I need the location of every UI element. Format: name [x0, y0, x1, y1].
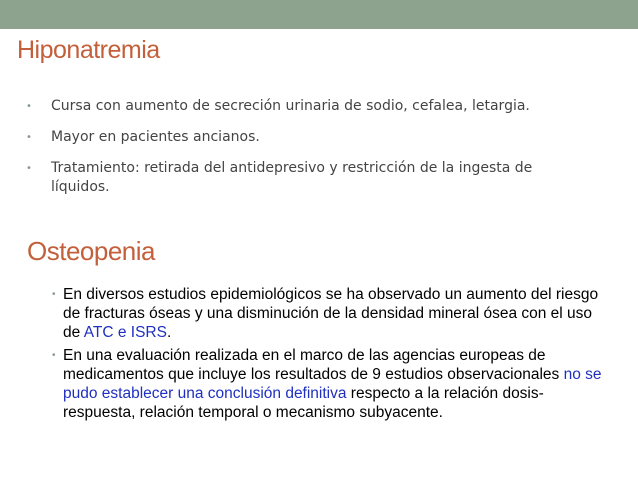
bullet-text: Tratamiento: retirada del antidepresivo y restricción de la ingesta de líquidos. [51, 160, 533, 195]
bullet-icon: • [26, 101, 32, 112]
bullet-text: Cursa con aumento de secreción urinaria de sodio, cefalea, letargia. [51, 98, 530, 114]
bullet-icon: • [52, 289, 56, 300]
list-item [26, 159, 626, 197]
highlighted-text: no se pudo establecer una conclusión definitiva [63, 366, 602, 402]
hiponatremia-bullet-list [26, 97, 626, 209]
bullet-icon: • [26, 132, 32, 143]
osteopenia-bullet-list [52, 285, 612, 426]
list-item [52, 346, 612, 422]
list-item [26, 128, 626, 147]
bullet-text: En diversos estudios epidemiológicos se ha observado un aumento del riesgo de fracturas óseas y una disminución de la densidad mineral ósea con el uso de [63, 286, 599, 341]
bullet-text: Mayor en pacientes ancianos. [51, 129, 260, 145]
section-title-osteopenia: Osteopenia [27, 236, 155, 266]
highlighted-text: ATC e ISRS [83, 324, 167, 341]
bullet-text-end: . [166, 324, 172, 341]
list-item [52, 285, 612, 342]
bullet-icon: • [26, 163, 32, 174]
bullet-icon: • [52, 350, 56, 361]
list-item [26, 97, 626, 116]
header-bar [0, 0, 638, 29]
bullet-text-end: respecto a la relación dosis-respuesta, relación temporal o mecanismo subyacente. [63, 385, 544, 421]
section-title-hiponatremia: Hiponatremia [17, 36, 160, 64]
bullet-text: En una evaluación realizada en el marco de las agencias europeas de medicamentos que incluye los resultados de 9 estudios observacionales [63, 347, 564, 383]
